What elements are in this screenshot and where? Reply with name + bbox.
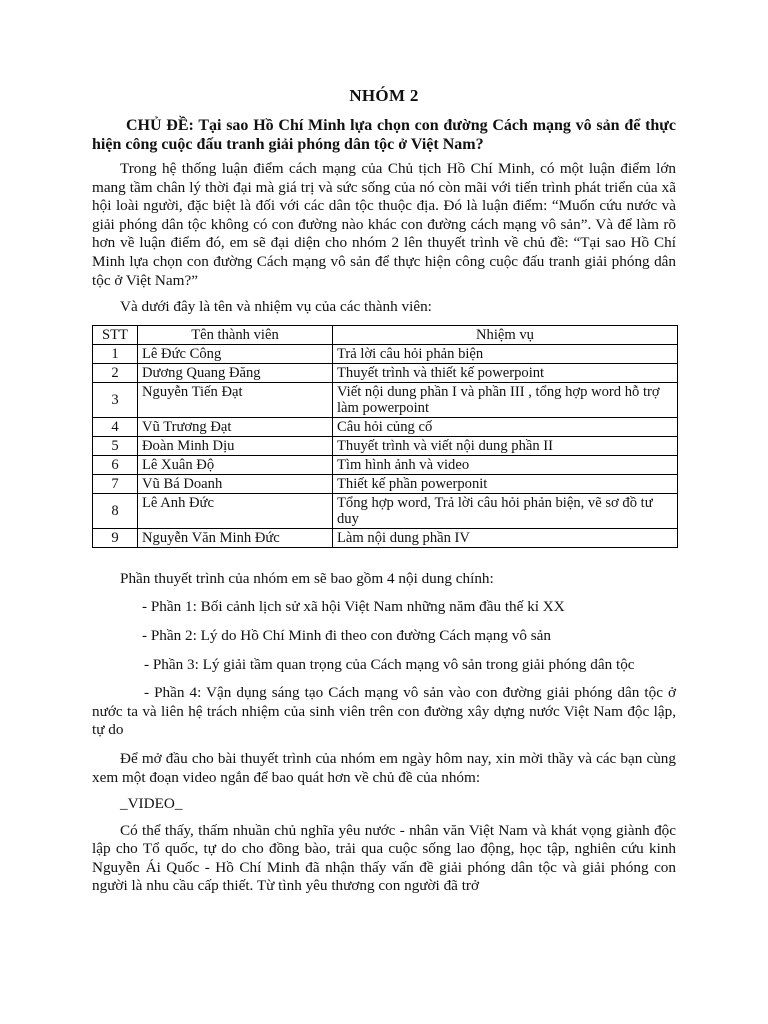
row-stt: 6 [93,455,138,474]
part-4: - Phần 4: Vận dụng sáng tạo Cách mạng vô sản vào con đường giải phóng dân tộc ở nước ta và liên hệ trách nhiệm của sinh viên trên con đường xây dựng nước Việt Nam độc lập, tự do [92,684,676,739]
table-row [93,528,678,547]
part-1: - Phần 1: Bối cảnh lịch sử xã hội Việt Nam những năm đầu thế kỉ XX [142,598,565,616]
row-stt: 1 [93,344,138,363]
table-header-row [93,325,678,344]
table-row [93,455,678,474]
intro-paragraph: Trong hệ thống luận điểm cách mạng của Chủ tịch Hồ Chí Minh, có một luận điểm lớn mang tầm chân lý thời đại mà giá trị và sức sống của nó còn mãi với tiến trình phát triển của xã hội loài người, đặc biệt là đối với các dân tộc thuộc địa. Đó là luận điểm: “Muốn cứu nước và giải phóng dân tộc không có con đường nào khác con đường cách mạng vô sản”. Và để làm rõ hơn về luận điểm đó, em sẽ đại diện cho nhóm 2 lên thuyết trình về chủ đề: “Tại sao Hồ Chí Minh lựa chọn con đường Cách mạng vô sản để thực hiện công cuộc đấu tranh giải phóng dân tộc ở Việt Nam?” [92,160,676,289]
row-stt: 9 [93,528,138,547]
document-heading: NHÓM 2 [349,86,419,105]
members-intro: Và dưới đây là tên và nhiệm vụ của các thành viên: [120,298,432,316]
row-name: Nguyễn Tiến Đạt [138,382,333,417]
table-header-stt: STT [93,325,138,344]
row-stt: 8 [93,493,138,528]
video-placeholder: _VIDEO_ [120,795,183,813]
table-header-name: Tên thành viên [138,325,333,344]
row-name: Dương Quang Đăng [138,363,333,382]
closing-paragraph: Có thể thấy, thấm nhuần chủ nghĩa yêu nước - nhân văn Việt Nam và khát vọng giành độc lập cho Tổ quốc, tự do cho đồng bào, trải qua cuộc sống lao động, học tập, nghiên cứu kinh Nguyễn Ái Quốc - Hồ Chí Minh đã nhận thấy vấn đề giải phóng dân tộc và giải phóng con người là nhu cầu cấp thiết. Từ tình yêu thương con người đã trở [92,821,676,895]
table-row [93,382,678,417]
row-name: Lê Anh Đức [138,493,333,528]
row-task: Thiết kế phần powerponit [333,474,678,493]
table-row [93,344,678,363]
members-table [92,325,678,548]
table-header-task: Nhiệm vụ [333,325,678,344]
row-name: Lê Xuân Độ [138,455,333,474]
opening-paragraph: Để mở đầu cho bài thuyết trình của nhóm em ngày hôm nay, xin mời thầy và các bạn cùng xem một đoạn video ngắn để bao quát hơn về chủ đề của nhóm: [92,749,676,786]
table-row [93,474,678,493]
row-stt: 4 [93,417,138,436]
row-task: Câu hỏi củng cố [333,417,678,436]
part-3: - Phần 3: Lý giải tầm quan trọng của Cách mạng vô sản trong giải phóng dân tộc [144,655,635,673]
row-task: Tìm hình ảnh và video [333,455,678,474]
row-task: Làm nội dung phần IV [333,528,678,547]
row-name: Vũ Bá Doanh [138,474,333,493]
row-stt: 2 [93,363,138,382]
row-name: Nguyễn Văn Minh Đức [138,528,333,547]
document-subject: CHỦ ĐỀ: Tại sao Hồ Chí Minh lựa chọn con đường Cách mạng vô sản để thực hiện công cuộc đấu tranh giải phóng dân tộc ở Việt Nam? [92,117,676,153]
row-name: Vũ Trương Đạt [138,417,333,436]
row-task: Viết nội dung phần I và phần III , tổng hợp word hỗ trợ làm powerpoint [333,382,678,417]
row-name: Lê Đức Công [138,344,333,363]
document-page [92,86,676,896]
table-row [93,417,678,436]
row-stt: 7 [93,474,138,493]
row-stt: 3 [93,382,138,417]
row-task: Thuyết trình và viết nội dung phần II [333,436,678,455]
table-row [93,493,678,528]
row-task: Tổng hợp word, Trả lời câu hỏi phản biện, vẽ sơ đồ tư duy [333,493,678,528]
row-name: Đoàn Minh Dịu [138,436,333,455]
table-row [93,363,678,382]
parts-intro: Phần thuyết trình của nhóm em sẽ bao gồm 4 nội dung chính: [120,569,494,587]
row-stt: 5 [93,436,138,455]
row-task: Thuyết trình và thiết kế powerpoint [333,363,678,382]
table-row [93,436,678,455]
row-task: Trả lời câu hỏi phản biện [333,344,678,363]
part-2: - Phần 2: Lý do Hồ Chí Minh đi theo con đường Cách mạng vô sản [142,626,551,644]
